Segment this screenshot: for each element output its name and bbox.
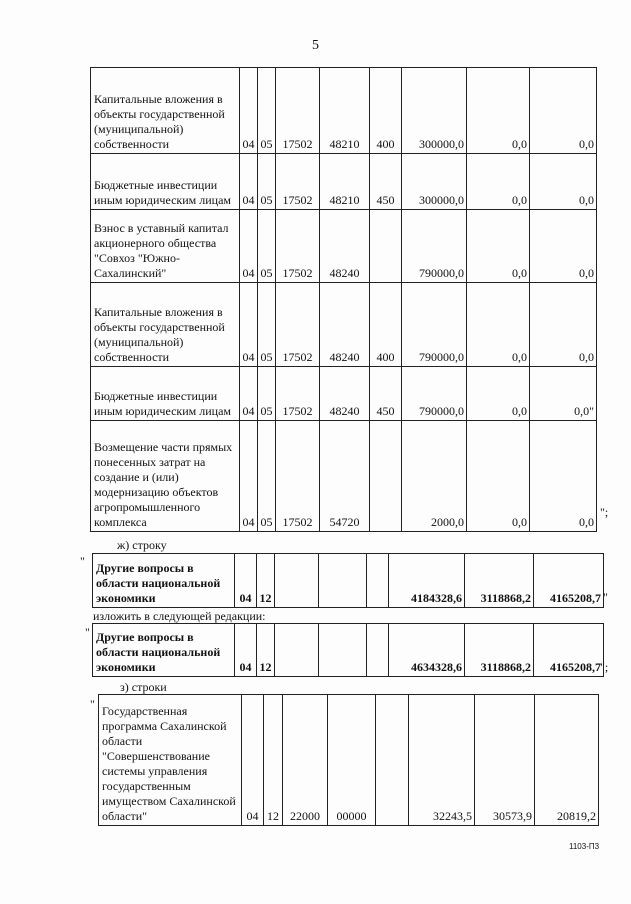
row-y1: 790000,0 (402, 367, 467, 421)
row-rz: 04 (240, 68, 258, 154)
row-y3: 0,0 (530, 154, 597, 210)
row-vr: 400 (370, 283, 402, 367)
row-y3: 20819,2 (535, 695, 599, 826)
row-vr: 400 (370, 68, 402, 154)
row-cs1 (275, 554, 319, 608)
caption-zh: ж) строку (117, 538, 167, 552)
table-row (93, 624, 604, 677)
row-vr (370, 210, 402, 283)
row-name: Взнос в уставный капитал акционерного общества "Совхоз "Южно-Сахалинский" (91, 210, 240, 283)
row-y3: 0,0 (530, 210, 597, 283)
row-vr: 450 (370, 154, 402, 210)
row-name: Возмещение части прямых понесенных затрат на создание и (или) модернизацию объектов агропромышленного комплекса (91, 421, 240, 532)
row-name: Бюджетные инвестиции иным юридическим лицам (91, 367, 240, 421)
row-y1: 2000,0 (402, 421, 467, 532)
row-pr: 05 (258, 68, 276, 154)
row-y1: 790000,0 (402, 283, 467, 367)
row-rz: 04 (235, 554, 257, 608)
row-name: Капитальные вложения в объекты государственной (муниципальной) собственности (91, 68, 240, 154)
caption-z: з) строки (120, 680, 167, 694)
row-name: Другие вопросы в области национальной экономики (93, 554, 235, 608)
row-y2: 0,0 (467, 367, 530, 421)
row-y3: 4165208,7 (534, 624, 604, 677)
row-y1: 300000,0 (402, 68, 467, 154)
row-cs2: 00000 (328, 695, 376, 826)
table-row (91, 283, 597, 367)
row-rz: 04 (240, 421, 258, 532)
close-quote-mark: "; (600, 505, 609, 519)
row-cs1: 17502 (276, 210, 320, 283)
row-y2: 3118868,2 (465, 554, 534, 608)
open-quote-mark: " (80, 554, 85, 568)
budget-table-2 (92, 553, 604, 608)
row-vr (367, 624, 389, 677)
row-name: Капитальные вложения в объекты государственной (муниципальной) собственности (91, 283, 240, 367)
table-row (99, 695, 599, 826)
footer-code: 1103-П3 (569, 842, 600, 851)
row-cs1: 17502 (276, 367, 320, 421)
row-name: Государственная программа Сахалинской области "Совершенствование системы управления государственным имуществом Сахалинской области" (99, 695, 242, 826)
row-y1: 300000,0 (402, 154, 467, 210)
table-row (91, 421, 597, 532)
row-y1: 790000,0 (402, 210, 467, 283)
row-name: Другие вопросы в области национальной экономики (93, 624, 235, 677)
row-rz: 04 (240, 367, 258, 421)
row-rz: 04 (235, 624, 257, 677)
row-cs2 (319, 624, 367, 677)
row-y2: 3118868,2 (465, 624, 534, 677)
row-cs2: 48210 (320, 154, 370, 210)
row-cs2: 48210 (320, 68, 370, 154)
row-y3: 0,0" (530, 367, 597, 421)
page-number: 5 (312, 38, 319, 53)
row-pr: 12 (257, 624, 275, 677)
row-cs1: 17502 (276, 283, 320, 367)
row-pr: 05 (258, 421, 276, 532)
row-y2: 0,0 (467, 210, 530, 283)
row-rz: 04 (240, 283, 258, 367)
row-y2: 0,0 (467, 283, 530, 367)
row-vr (370, 421, 402, 532)
row-y2: 0,0 (467, 68, 530, 154)
table-row (91, 68, 597, 154)
row-cs2: 48240 (320, 367, 370, 421)
row-name: Бюджетные инвестиции иным юридическим лицам (91, 154, 240, 210)
open-quote-mark: " (90, 697, 95, 711)
row-cs2: 48240 (320, 210, 370, 283)
row-vr (376, 695, 409, 826)
row-y2: 0,0 (467, 421, 530, 532)
row-pr: 05 (258, 367, 276, 421)
row-vr (367, 554, 389, 608)
table-row (91, 210, 597, 283)
row-y2: 0,0 (467, 154, 530, 210)
row-y1: 32243,5 (409, 695, 475, 826)
table-row (93, 554, 604, 608)
row-y1: 4184328,6 (389, 554, 465, 608)
open-quote-mark: " (85, 625, 90, 639)
table-row (91, 367, 597, 421)
row-cs1: 22000 (283, 695, 328, 826)
row-cs1: 17502 (276, 68, 320, 154)
row-pr: 05 (258, 210, 276, 283)
row-cs1 (275, 624, 319, 677)
row-rz: 04 (240, 154, 258, 210)
budget-table-4 (98, 694, 599, 826)
row-y1: 4634328,6 (389, 624, 465, 677)
row-vr: 450 (370, 367, 402, 421)
budget-table-3 (92, 623, 604, 677)
row-cs1: 17502 (276, 421, 320, 532)
row-cs2: 54720 (320, 421, 370, 532)
budget-table-1 (90, 67, 597, 532)
row-y3: 0,0 (530, 283, 597, 367)
row-rz: 04 (242, 695, 264, 826)
row-cs2 (319, 554, 367, 608)
row-cs2: 48240 (320, 283, 370, 367)
row-pr: 05 (258, 154, 276, 210)
row-y3: 0,0 (530, 68, 597, 154)
close-quote-mark: "; (600, 660, 609, 674)
caption-edit: изложить в следующей редакции: (93, 609, 266, 623)
close-quote-mark: " (603, 590, 608, 604)
row-y2: 30573,9 (475, 695, 535, 826)
row-y3: 4165208,7 (534, 554, 604, 608)
row-pr: 12 (257, 554, 275, 608)
row-pr: 05 (258, 283, 276, 367)
row-rz: 04 (240, 210, 258, 283)
table-row (91, 154, 597, 210)
row-cs1: 17502 (276, 154, 320, 210)
row-y3: 0,0 (530, 421, 597, 532)
row-pr: 12 (264, 695, 283, 826)
